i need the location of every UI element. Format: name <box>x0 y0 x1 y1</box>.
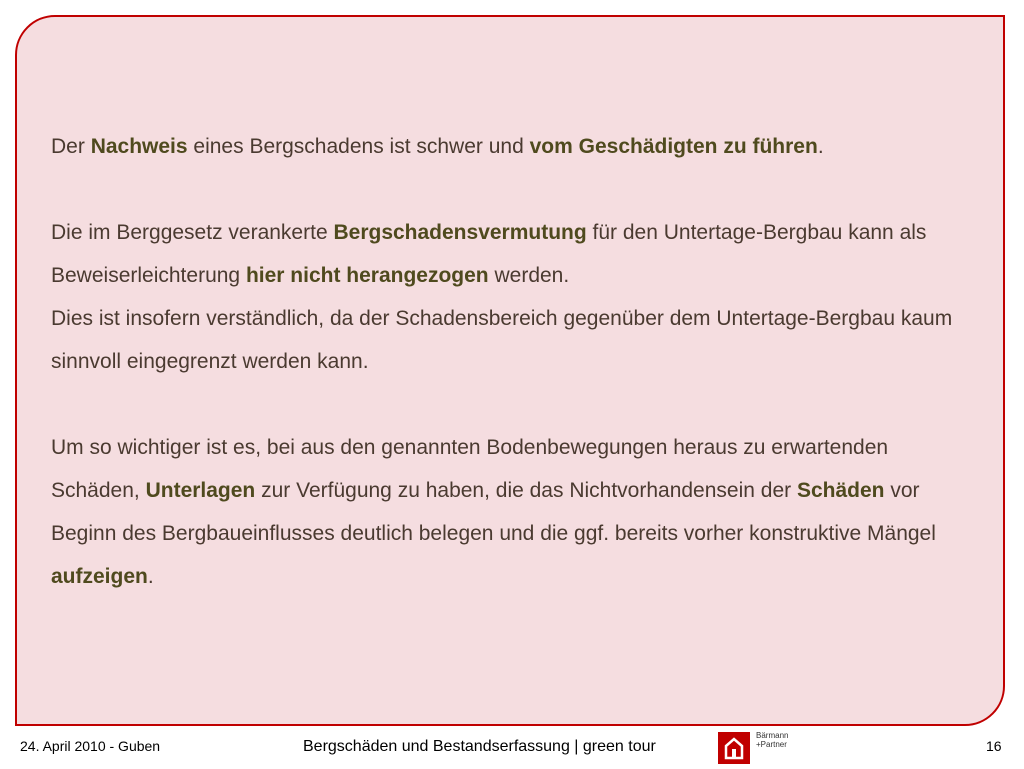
bold-text: Schäden <box>796 479 885 502</box>
bold-text: Bergschadensvermutung <box>333 221 587 244</box>
bold-text: aufzeigen <box>51 565 148 588</box>
company-logo-icon <box>718 732 750 764</box>
logo-line: +Partner <box>756 740 787 749</box>
text: Dies ist insofern verständlich, da der Schadensbereich gegenüber dem Untertage-Bergbau kaum sinnvoll eingegrenzt werden kann. <box>51 307 953 373</box>
bold-text: hier nicht herangezogen <box>245 264 489 287</box>
bold-text: Unterlagen <box>145 479 256 502</box>
text: eines Bergschadens ist schwer und <box>187 135 530 158</box>
text: werden. <box>488 264 570 287</box>
text: Die im Berggesetz verankerte <box>51 221 334 244</box>
paragraph-2 <box>51 211 981 297</box>
logo-text <box>756 731 816 749</box>
paragraph-4 <box>51 426 981 598</box>
text: für den Untertage-Bergbau kann als Beweiserleichterung <box>51 221 927 287</box>
paragraph-3 <box>51 297 981 383</box>
paragraph-1 <box>51 125 981 168</box>
text: Der <box>51 135 91 158</box>
slide-text <box>51 125 981 598</box>
text: vor Beginn des Bergbaueinflusses deutlich belegen und die ggf. bereits vorher konstruktive Mängel <box>51 479 936 545</box>
bold-text: vom Geschädigten zu führen <box>529 135 818 158</box>
footer-title: Bergschäden und Bestandserfassung | green tour <box>303 738 656 755</box>
text: . <box>817 135 824 158</box>
text: zur Verfügung zu haben, die das Nichtvorhandensein der <box>255 479 797 502</box>
text: . <box>147 565 154 588</box>
logo-line: Bärmann <box>756 731 789 740</box>
footer-date: 24. April 2010 - Guben <box>20 738 161 754</box>
bold-text: Nachweis <box>90 135 188 158</box>
page-number: 16 <box>986 738 1002 754</box>
text: Um so wichtiger ist es, bei aus den genannten Bodenbewegungen heraus zu erwartenden Schäden, <box>51 436 889 502</box>
